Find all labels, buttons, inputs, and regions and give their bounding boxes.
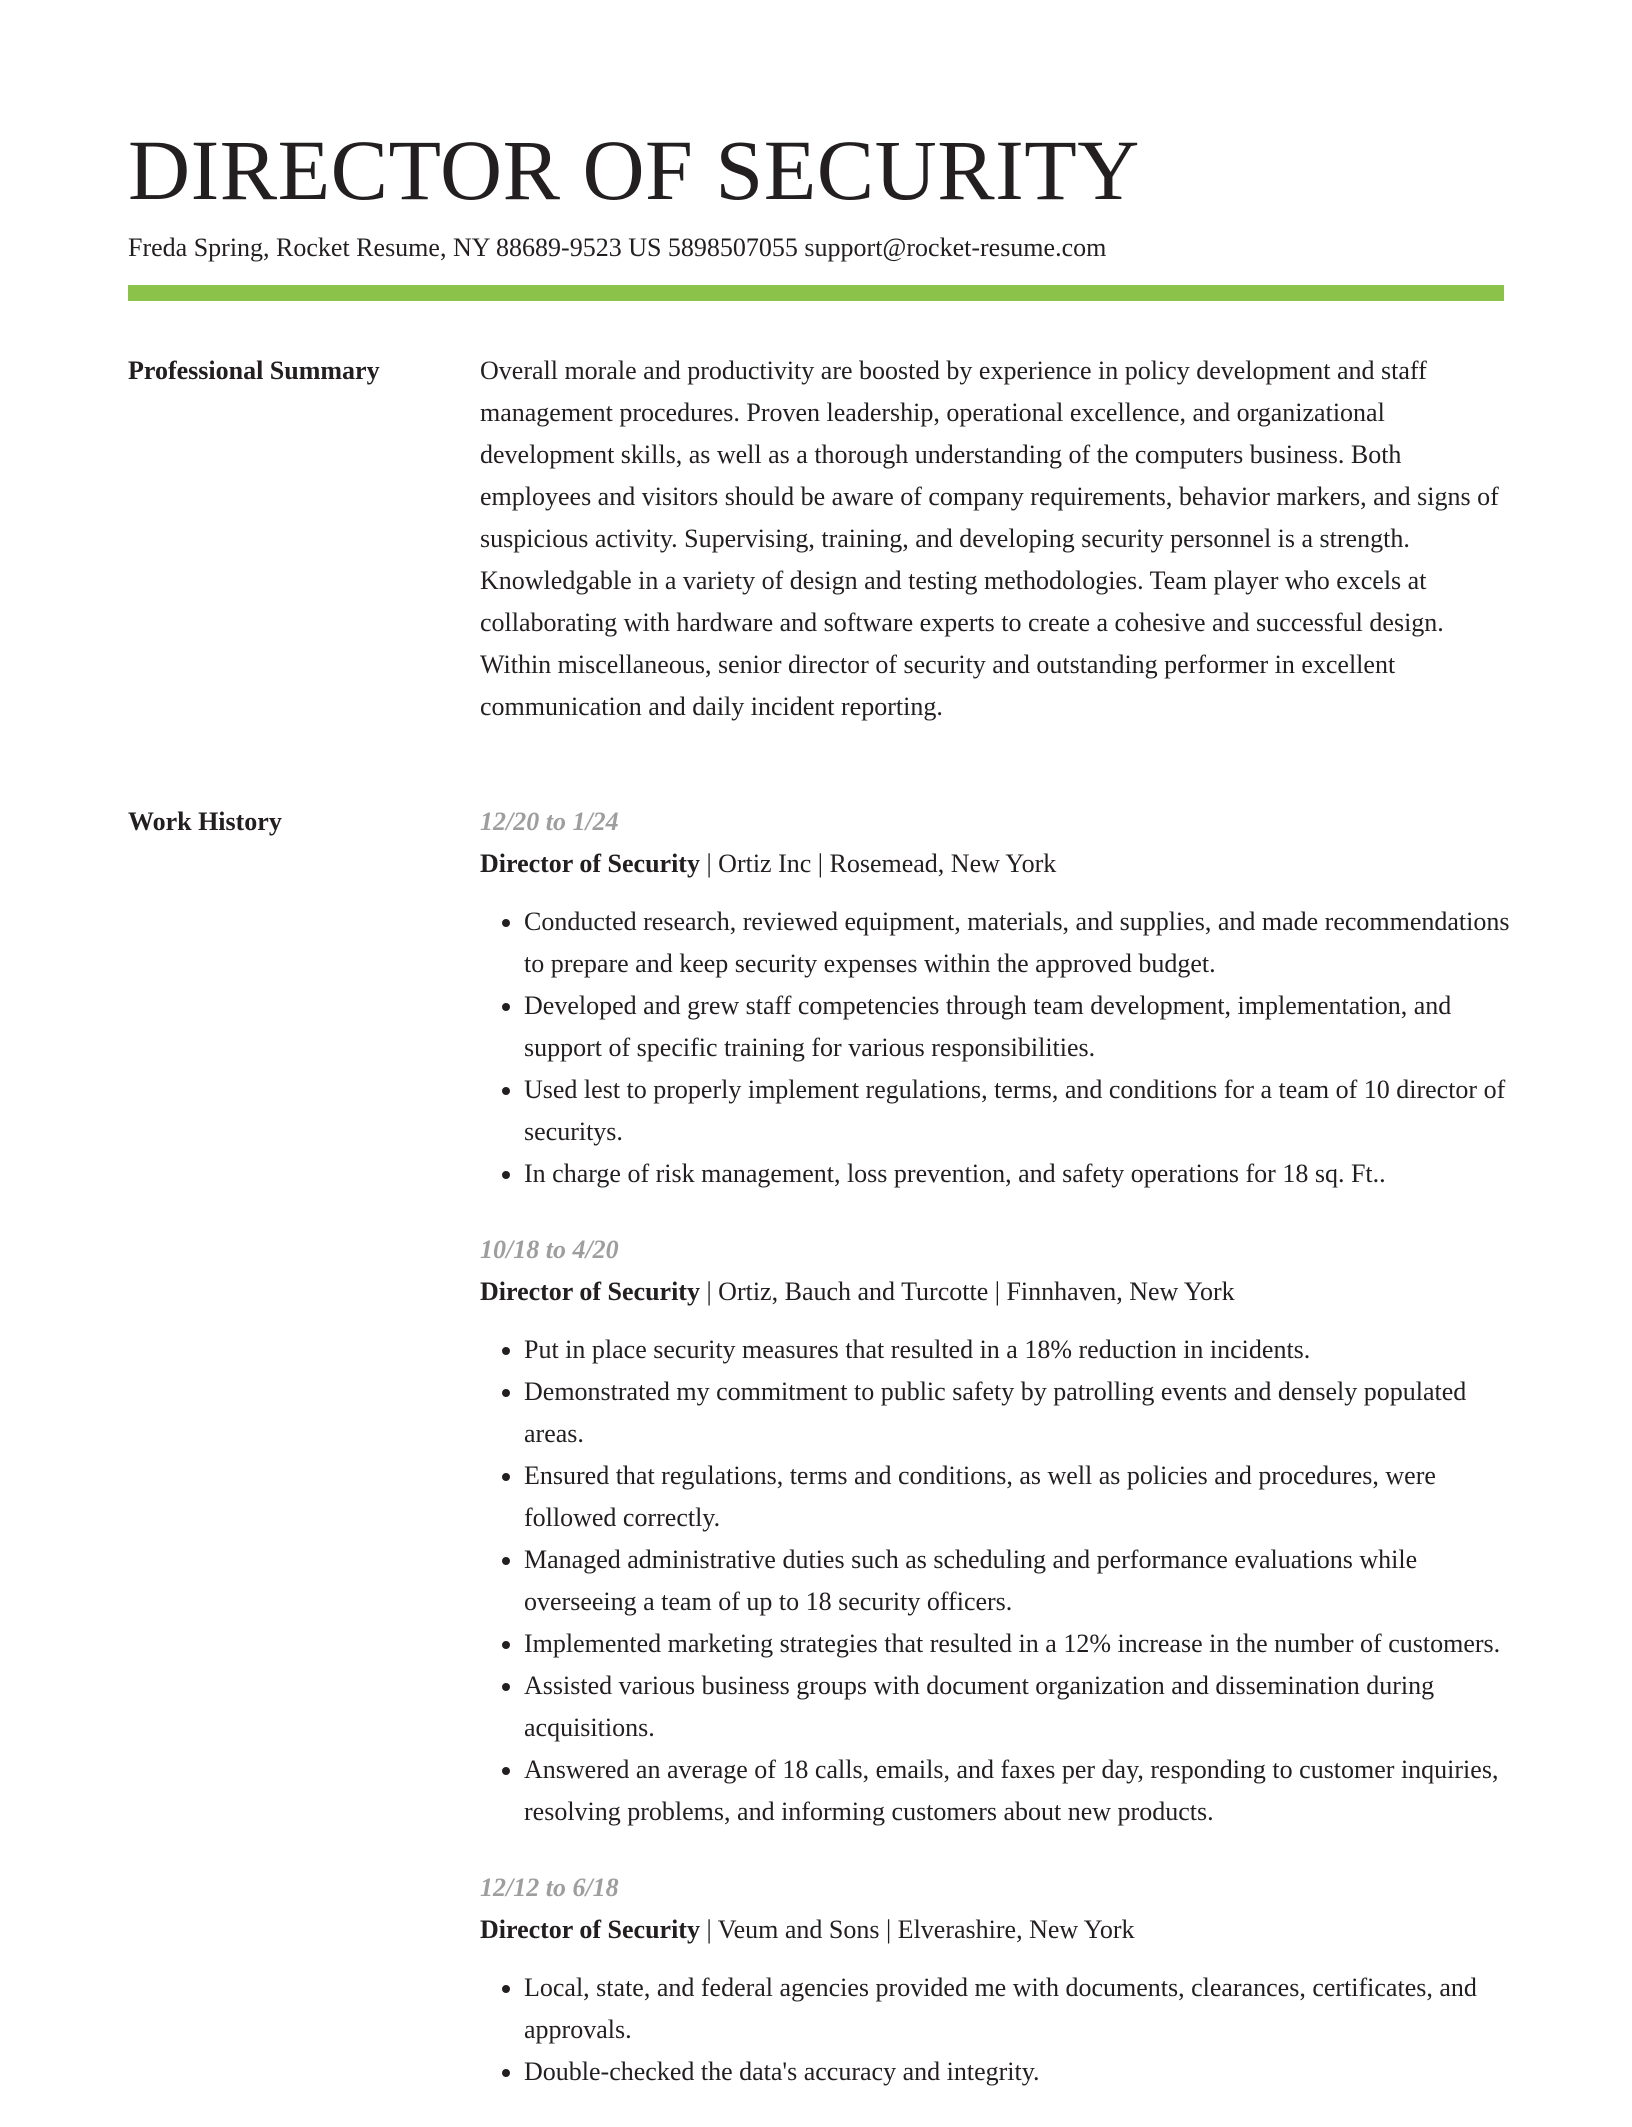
summary-heading: Professional Summary: [128, 356, 380, 385]
header-divider: [128, 285, 1504, 301]
duty-item: • Double-checked the data's accuracy and integrity.: [524, 2051, 1510, 2093]
duty-list: [480, 1329, 1510, 1833]
job-role: Director of Security: [480, 1277, 700, 1306]
work-history-section: [480, 801, 1510, 2127]
job-entry: [480, 801, 1510, 1195]
duty-list: [480, 1967, 1510, 2093]
duty-item: • Conducted research, reviewed equipment, materials, and supplies, and made recommendations to prepare and keep security expenses within the approved budget.: [524, 901, 1510, 985]
job-title-line: [480, 1271, 1510, 1313]
work-history-heading: Work History: [128, 807, 282, 836]
duty-item: • Local, state, and federal agencies provided me with documents, clearances, certificates, and approvals.: [524, 1967, 1510, 2051]
job-dates: 10/18 to 4/20: [480, 1235, 619, 1264]
job-details: | Ortiz, Bauch and Turcotte | Finnhaven, New York: [699, 1277, 1235, 1306]
duty-item: • Managed administrative duties such as scheduling and performance evaluations while overseeing a team of up to 18 security officers.: [524, 1539, 1510, 1623]
duty-item: • Put in place security measures that resulted in a 18% reduction in incidents.: [524, 1329, 1510, 1371]
job-details: | Veum and Sons | Elverashire, New York: [699, 1915, 1135, 1944]
duty-item: • Answered an average of 18 calls, emails, and faxes per day, responding to customer inquiries, resolving problems, and informing customers about new products.: [524, 1749, 1510, 1833]
duty-item: • Ensured that regulations, terms and conditions, as well as policies and procedures, were followed correctly.: [524, 1455, 1510, 1539]
summary-text: Overall morale and productivity are boosted by experience in policy development and staff management procedures. Proven leadership, operational excellence, and organizational development skills, as well as a thorough understanding of the computers business. Both employees and visitors should be aware of company requirements, behavior markers, and signs of suspicious activity. Supervising, training, and developing security personnel is a strength. Knowledgable in a variety of design and testing methodologies. Team player who excels at collaborating with hardware and software experts to create a cohesive and successful design. Within miscellaneous, senior director of security and outstanding performer in excellent communication and daily incident reporting.: [480, 356, 1499, 721]
job-title-line: [480, 1909, 1510, 1951]
duty-item: • Used lest to properly implement regulations, terms, and conditions for a team of 10 director of securitys.: [524, 1069, 1510, 1153]
job-dates: 12/12 to 6/18: [480, 1873, 619, 1902]
job-title-line: [480, 843, 1510, 885]
contact-line: Freda Spring, Rocket Resume, NY 88689-9523 US 5898507055 support@rocket-resume.com: [128, 233, 1107, 262]
job-dates: 12/20 to 1/24: [480, 807, 619, 836]
job-details: | Ortiz Inc | Rosemead, New York: [699, 849, 1057, 878]
job-entry: [480, 1867, 1510, 2093]
duty-item: • Assisted various business groups with document organization and dissemination during acquisitions.: [524, 1665, 1510, 1749]
job-role: Director of Security: [480, 849, 700, 878]
job-entry: [480, 1229, 1510, 1833]
duty-list: [480, 901, 1510, 1195]
summary-section: [480, 350, 1510, 728]
duty-item: • Demonstrated my commitment to public safety by patrolling events and densely populated areas.: [524, 1371, 1510, 1455]
duty-item: • In charge of risk management, loss prevention, and safety operations for 18 sq. Ft..: [524, 1153, 1510, 1195]
job-role: Director of Security: [480, 1915, 700, 1944]
duty-item: • Implemented marketing strategies that resulted in a 12% increase in the number of customers.: [524, 1623, 1510, 1665]
page-title: DIRECTOR OF SECURITY: [128, 122, 1140, 218]
duty-item: • Developed and grew staff competencies through team development, implementation, and support of specific training for various responsibilities.: [524, 985, 1510, 1069]
